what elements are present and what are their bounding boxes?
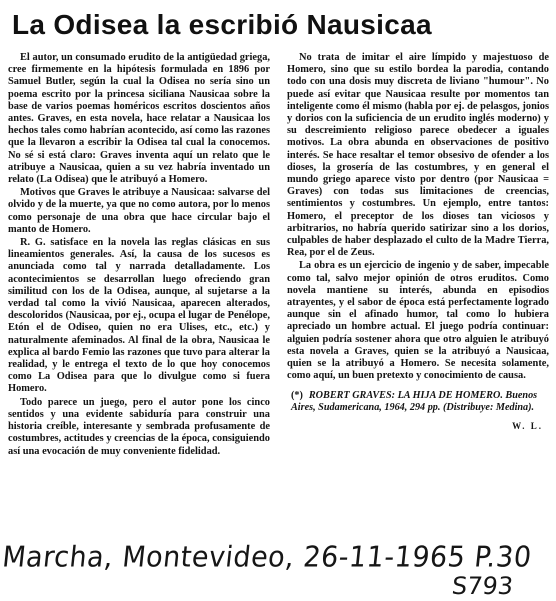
footnote-marker: (*) [291,390,303,402]
article-paragraph: No trata de imitar el aire límpido y majestuoso de Homero, sino que su estilo bordea la parodia, contando todo con una dosis muy discreta de liviano "humour". No puede así evitar que Nausicaa resulte por momentos tan inteligente como él mismo (habla por ej. de pelasgos, jonios y dorios con la suficiencia de un erudito inglés moderno) y su descreimiento religioso parece obedecer a iguales motivos. La obra abunda en observaciones de positivo interés. Se hace resaltar el temor obsesivo de ofender a los dioses, la grosería de las costumbres, y en general el mundo griego aparece visto por dentro (por Nausicaa = Graves) con todas sus limitaciones de creencias, sentimientos y costumbres. Un ejemplo, entre tantos: Homero, el preceptor de los dioses tan viciosos y arbitrarios, no habría querido satirizar sino a los dorios, culpables de haber desplazado el culto de la Madre Tierra, Rea, por el de Zeus. [287,52,549,259]
article-paragraph: El autor, un consumado erudito de la antigüedad griega, cree firmemente en la hipótesis formulada en 1896 por Samuel Butler, según la cual la Odisea no sería sino un poema escrito por la princesa siciliana Nausicaa sobre la base de varios poemas homéricos escritos doscientos años antes. Graves, en esta novela, hace relatar a Nausicaa los hechos tales como habrían acontecido, así como las razones que la llevaron a escribir la Odisea tal cual la conocemos. No sé si está claro: Graves inventa aquí un relato que le atribuye a Nausicaa, quien a su vez habría inventado un relato (La Odisea) que le atribuyó a Homero. [8,52,270,186]
article-headline: La Odisea la escribió Nausicaa [12,9,432,40]
article-paragraph: La obra es un ejercicio de ingenio y de saber, impecable como tal, salvo mejor opinión de otros eruditos. Como novela mantiene su interés, abunda en episodios atrayentes, y el sabor de época está perfectamente logrado aunque sin el afinado humor, tal como lo hubiera apreciado un hombre actual. El juego podría continuar: alguien podría sostener ahora que otro alguien le atribuyó esta novela a Graves, quien se la atribuyó a Nausicaa, quien se la atribuyó a Homero. Se necesita solamente, como aquí, un buen pretexto y conocimiento de causa. [287,260,549,382]
article-column-right [287,52,549,433]
article-paragraph: Motivos que Graves le atribuye a Nausicaa: salvarse del olvido y de la muerte, ya que no como autora, por lo menos como personaje de una obra que hace circular bajo el manto de Homero. [8,187,270,235]
footnote-text: ROBERT GRAVES: LA HIJA DE HOMERO. Buenos Aires, Sudamericana, 1964, 294 pp. (Distribuye: Medina). [291,390,538,414]
handwritten-source-note: Marcha, Montevideo, 26-11-1965 P.30 [0,540,534,574]
article-paragraph: R. G. satisface en la novela las reglas clásicas en sus lineamientos generales. Así, la causa de los sucesos es anunciada como tal y narrada detalladamente. Los acontecimientos se desarrollan luego ofreciendo gran similitud con los de la Odisea, aunque, al sujetarse a la verdad tal como la vivió Nausicaa, aparecen alterados, descoloridos (Nausicaa, por ej., ocupa el lugar de Penélope, Etón el de Odiseo, quien no era Ulises, etc., etc.) y naturalmente afeminados. Al final de la obra, Nausicaa le explica al bardo Femio las razones que tuvo para alterar la realidad, y le entrega el texto de lo que hoy conocemos como La Odisea para que lo divulgue como si fuera Homero. [8,237,270,395]
article-paragraph: Todo parece un juego, pero el autor pone los cinco sentidos y una evidente sabiduría para construir una historia creíble, interesante y sembrada profusamente de costumbres, actitudes y creencias de la época, consiguiendo así una evocación de muy conveniente fidelidad. [8,396,270,457]
author-initials: W. L. [512,421,543,432]
bibliographic-footnote [287,390,549,414]
handwritten-catalog-number: S793 [450,572,515,600]
article-column-left [8,52,270,458]
